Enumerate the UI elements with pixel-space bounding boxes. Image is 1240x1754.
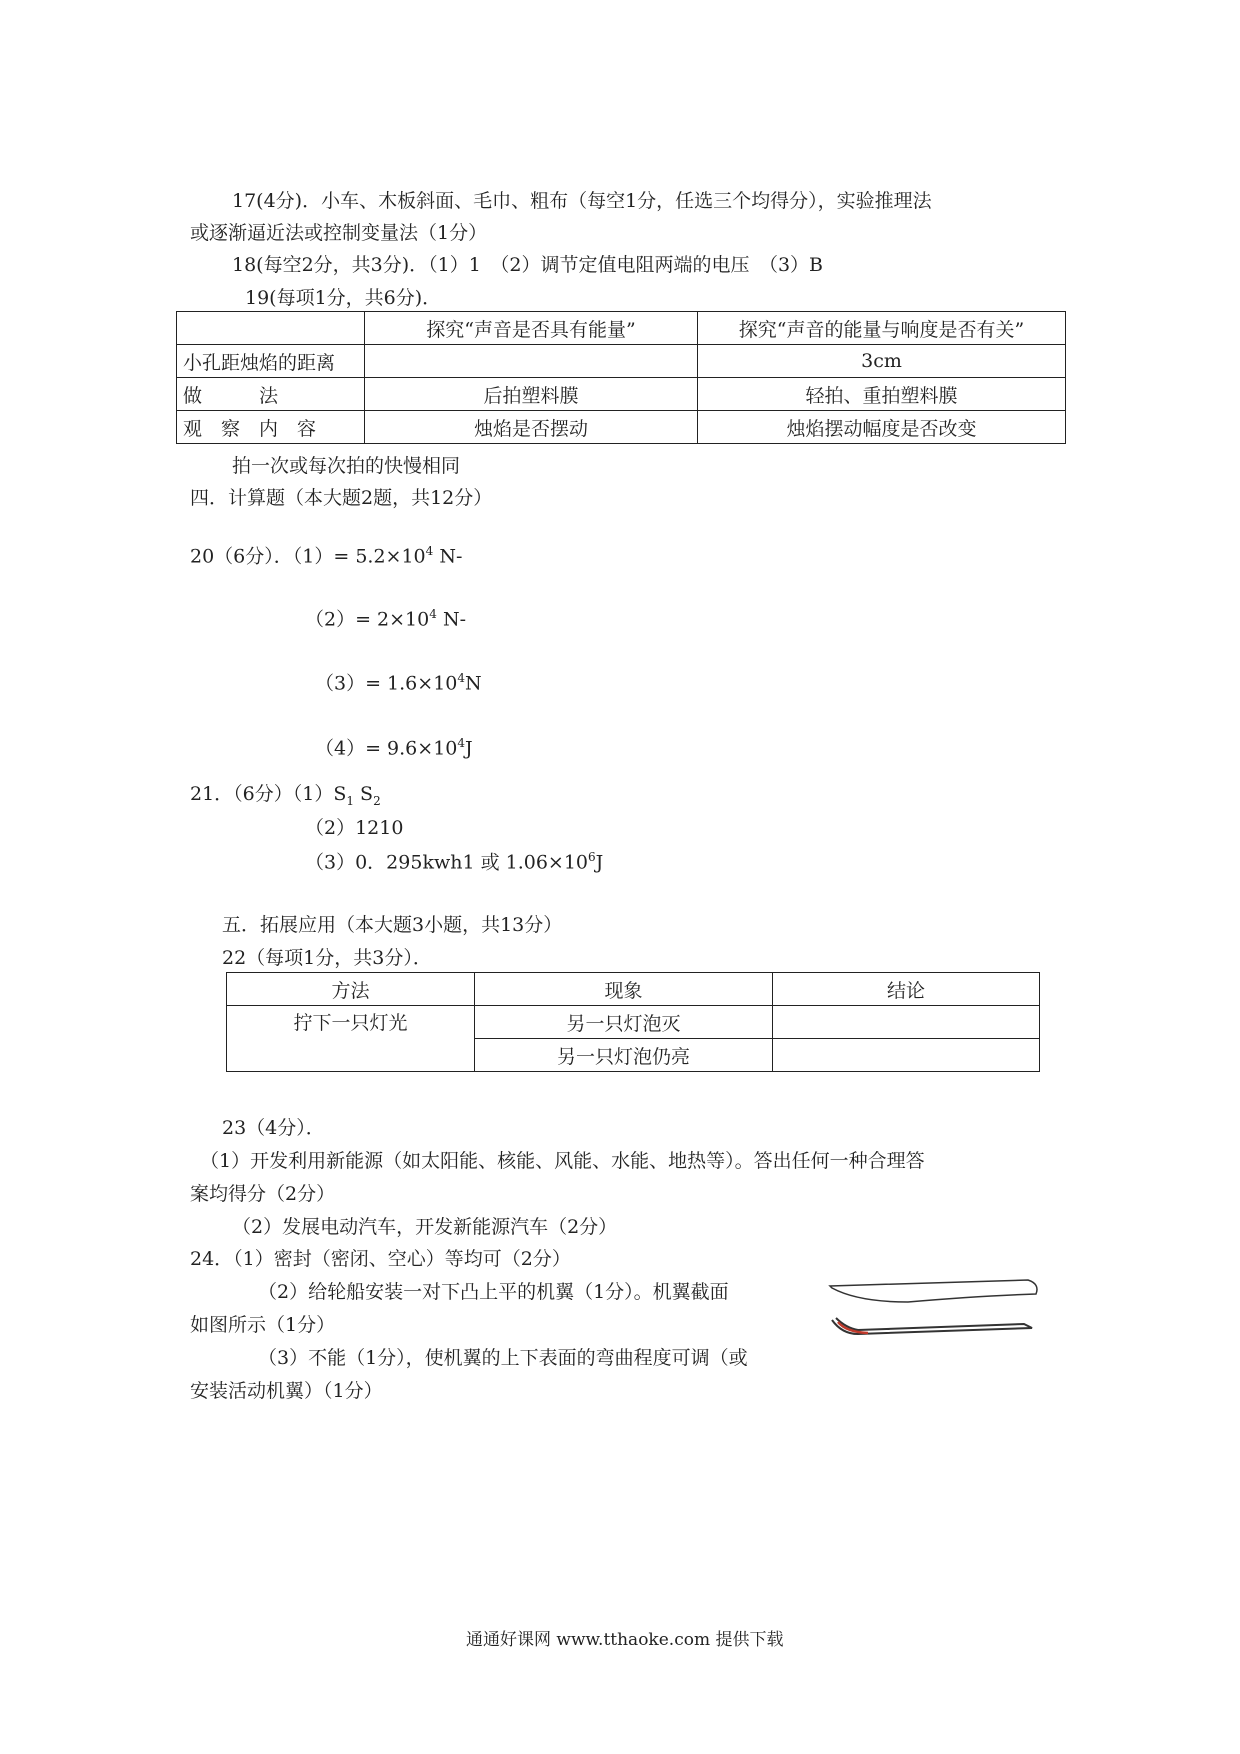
table-header-cell: 探究“声音的能量与响度是否有关”	[698, 312, 1066, 345]
table-row-label: 做 法	[177, 378, 365, 411]
answer-unit: N-	[439, 545, 463, 568]
q21-answer-2: （2）1210	[305, 817, 404, 839]
q23-answer-1-line-2: 案均得分（2分）	[190, 1183, 336, 1205]
answer-unit: N-	[442, 608, 466, 631]
answer-unit: J	[465, 737, 473, 760]
q20-answer-2	[305, 607, 466, 631]
q17-line-1: 17(4分)．小车、木板斜面、毛巾、粗布（每空1分，任选三个均得分），实验推理法	[232, 190, 932, 212]
table-cell: 3cm	[698, 345, 1066, 378]
answer-text: S	[354, 783, 374, 805]
answer-label: （3）	[315, 672, 366, 695]
section-5-title: 五．拓展应用（本大题3小题，共13分）	[222, 914, 563, 936]
table-row	[227, 973, 1040, 1006]
q20-answer-4	[315, 736, 473, 760]
q19-title: 19(每项1分，共6分)．	[245, 287, 442, 309]
table-header-cell: 现象	[475, 973, 773, 1006]
section-4-title: 四．计算题（本大题2题，共12分）	[190, 487, 493, 509]
q19-note: 拍一次或每次拍的快慢相同	[232, 455, 461, 477]
q17-line-2: 或逐渐逼近法或控制变量法（1分）	[190, 222, 488, 244]
table-header-cell: 方法	[227, 973, 475, 1006]
exponent: 4	[425, 544, 434, 558]
wing-cross-section-figure	[828, 1270, 1043, 1350]
exponent: 4	[457, 671, 466, 685]
table-header-cell: 结论	[773, 973, 1040, 1006]
q21-answer-1	[190, 783, 381, 808]
answer-label: （2）	[305, 608, 356, 631]
q24-answer-1: 24．（1）密封（密闭、空心）等均可（2分）	[190, 1248, 571, 1270]
table-row-label: 小孔距烛焰的距离	[177, 345, 365, 378]
q24-answer-3-line-2: 安装活动机翼）（1分）	[190, 1380, 383, 1402]
table-cell: 后拍塑料膜	[365, 378, 698, 411]
answer-value: = 5.2×10	[333, 545, 426, 568]
table-cell: 拧下一只灯光	[227, 1006, 475, 1072]
answer-value: = 2×10	[355, 608, 430, 631]
answer-unit: N	[465, 672, 482, 695]
table-header-cell: 探究“声音是否具有能量”	[365, 312, 698, 345]
exponent: 4	[457, 736, 466, 750]
answer-text: 21．（6分）（1）S	[190, 783, 347, 805]
subscript: 1	[346, 793, 355, 808]
table-cell	[773, 1006, 1040, 1039]
table-cell	[365, 345, 698, 378]
answer-text: （3）0．295kwh1 或 1.06×10	[305, 851, 589, 874]
subscript: 2	[373, 793, 381, 808]
table-row	[177, 411, 1066, 444]
table-row	[227, 1006, 1040, 1039]
table-cell	[177, 312, 365, 345]
q23-answer-1-line-1: （1）开发利用新能源（如太阳能、核能、风能、水能、地热等）。答出任何一种合理答	[200, 1150, 925, 1172]
q21-answer-3	[305, 850, 603, 874]
table-row	[177, 312, 1066, 345]
table-row	[177, 378, 1066, 411]
table-cell: 烛焰摆动幅度是否改变	[698, 411, 1066, 444]
answer-label: （1）	[292, 545, 334, 568]
q22-title: 22（每项1分，共3分）．	[222, 947, 432, 969]
table-cell: 轻拍、重拍塑料膜	[698, 378, 1066, 411]
q23-answer-2: （2）发展电动汽车，开发新能源汽车（2分）	[232, 1216, 618, 1238]
exponent: 6	[588, 850, 596, 864]
q23-title: 23（4分）．	[222, 1117, 325, 1139]
q20-answer-1	[190, 544, 462, 568]
q24-answer-3-line-1: （3）不能（1分），使机翼的上下表面的弯曲程度可调（或	[258, 1347, 748, 1369]
table-cell	[773, 1039, 1040, 1072]
q19-table	[176, 311, 1066, 444]
q20-prefix: 20（6分）．	[190, 545, 293, 568]
table-cell: 另一只灯泡灭	[475, 1006, 773, 1039]
table-cell: 烛焰是否摆动	[365, 411, 698, 444]
q20-answer-3	[315, 671, 482, 695]
answer-value: = 9.6×10	[365, 737, 458, 760]
q24-answer-2-line-1: （2）给轮船安装一对下凸上平的机翼（1分）。机翼截面	[258, 1281, 729, 1303]
q22-table	[226, 972, 1040, 1072]
table-cell: 另一只灯泡仍亮	[475, 1039, 773, 1072]
page-footer: 通通好课网 www.tthaoke.com 提供下载	[466, 1630, 784, 1650]
wing-profile-shape	[830, 1280, 1037, 1302]
answer-value: = 1.6×10	[365, 672, 458, 695]
q24-answer-2-line-2: 如图所示（1分）	[190, 1314, 336, 1336]
answer-label: （4）	[315, 737, 366, 760]
answer-unit: J	[595, 851, 604, 874]
table-row	[177, 345, 1066, 378]
q18-answer: 18(每空2分，共3分)．（1）1 （2）调节定值电阻两端的电压 （3）B	[232, 254, 823, 276]
table-row-label: 观 察 内 容	[177, 411, 365, 444]
exponent: 4	[429, 607, 437, 621]
